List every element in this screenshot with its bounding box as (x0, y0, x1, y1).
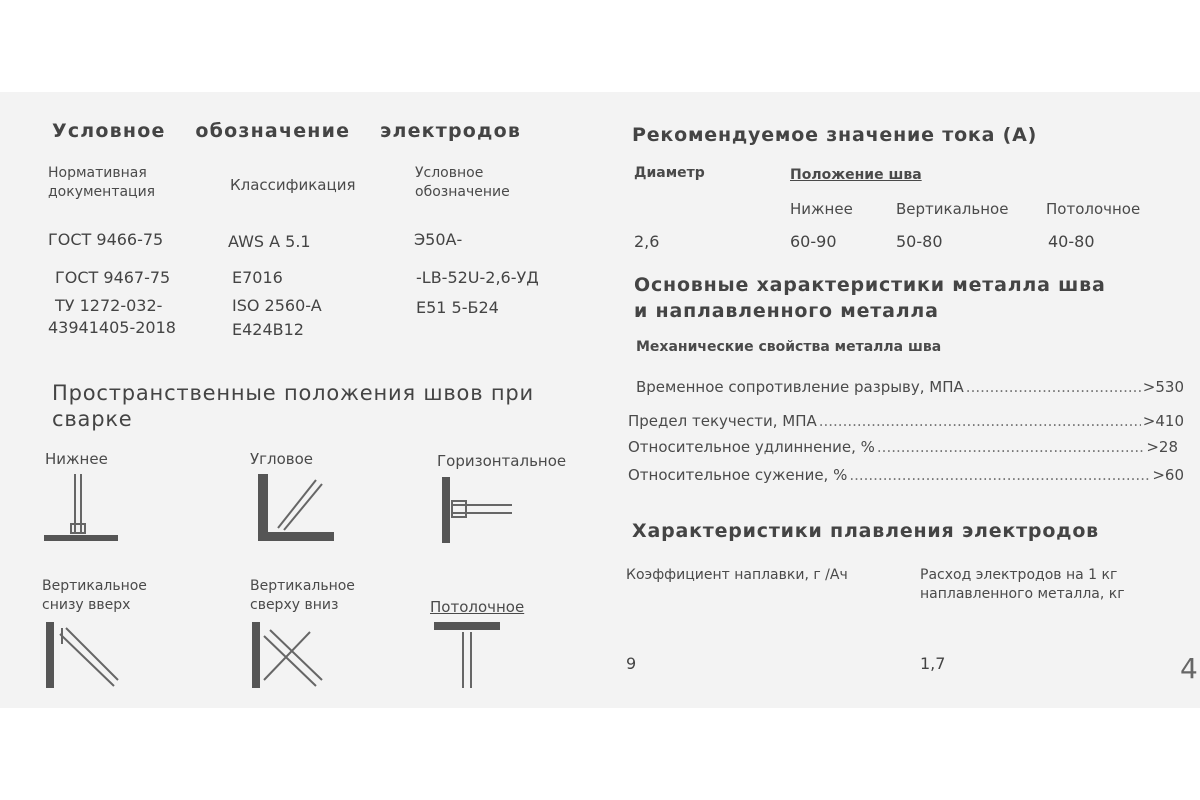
normative-doc-header: Нормативная документация (48, 165, 156, 200)
classification-header: Классификация (230, 176, 356, 194)
position-label-horizontal: Горизонтальное (437, 452, 567, 470)
classification-3: ISO 2560-A (232, 296, 322, 315)
electrode-consumption-label: Расход электродов на 1 кг наплавленного металла, кг (920, 567, 1125, 602)
current-overhead-value: 40-80 (1048, 232, 1095, 251)
designation-header: Условное обозначение (415, 165, 510, 200)
property-row (628, 466, 1184, 484)
horizontal-position-icon (440, 475, 520, 547)
normative-doc-3: ТУ 1272-032- (55, 296, 163, 315)
position-label-corner: Угловое (250, 450, 314, 468)
seam-position-label: Положение шва (790, 167, 922, 183)
diameter-value: 2,6 (634, 232, 660, 251)
vertical-up-icon (44, 620, 124, 692)
electrode-consumption-value: 1,7 (920, 654, 946, 673)
overhead-position-icon (432, 620, 512, 692)
current-col-vertical: Вертикальное (896, 200, 1009, 218)
leader-dots (877, 438, 1144, 456)
property-label: Относительное сужение, % (628, 466, 848, 484)
properties-subtitle: Механические свойства металла шва (636, 339, 942, 355)
normative-doc-2: ГОСТ 9467-75 (55, 268, 171, 287)
current-col-overhead: Потолочное (1046, 200, 1141, 218)
position-label-flat: Нижнее (45, 450, 108, 468)
current-col-flat: Нижнее (790, 200, 853, 218)
current-vertical-value: 50-80 (896, 232, 943, 251)
position-label-vertical-down: Вертикальное сверху вниз (250, 578, 355, 613)
position-label-overhead: Потолочное (430, 598, 525, 616)
current-title: Рекомендуемое значение тока (А) (632, 124, 1038, 146)
normative-doc-1: ГОСТ 9466-75 (48, 230, 164, 249)
leader-dots (966, 378, 1141, 396)
leader-dots (819, 412, 1141, 430)
classification-4: E424B12 (232, 320, 304, 339)
vertical-down-icon (250, 620, 330, 692)
designation-line-2: -LB-52U-2,6-УД (416, 268, 539, 287)
property-label: Временное сопротивление разрыву, МПА (636, 378, 964, 396)
property-label: Предел текучести, МПА (628, 412, 817, 430)
leader-dots (849, 466, 1150, 484)
diameter-label: Диаметр (634, 165, 705, 181)
current-flat-value: 60-90 (790, 232, 837, 251)
properties-title-line-2: и наплавленного металла (634, 300, 939, 322)
deposition-coef-value: 9 (626, 654, 637, 673)
page-number: 4 (1180, 652, 1198, 685)
property-row (636, 378, 1184, 396)
property-value: >60 (1152, 466, 1184, 484)
property-row (628, 412, 1184, 430)
flat-position-icon (44, 472, 124, 544)
property-label: Относительное удлиннение, % (628, 438, 875, 456)
position-label-vertical-up: Вертикальное снизу вверх (42, 578, 147, 613)
deposition-coef-label: Коэффициент наплавки, г /Ач (626, 567, 848, 583)
property-value: >530 (1142, 378, 1184, 396)
property-row (628, 438, 1178, 456)
designation-line-1: Э50А- (414, 230, 463, 249)
classification-1: AWS A 5.1 (228, 232, 311, 251)
property-value: >410 (1142, 412, 1184, 430)
classification-2: E7016 (232, 268, 283, 287)
property-value: >28 (1146, 438, 1178, 456)
properties-title-line-1: Основные характеристики металла шва (634, 274, 1106, 296)
corner-position-icon (256, 472, 336, 544)
designation-line-3: E51 5-Б24 (416, 298, 499, 317)
normative-doc-4: 43941405-2018 (48, 318, 176, 337)
positions-title: Пространственные положения швов при сварке (52, 381, 534, 431)
designation-title: Условное обозначение электродов (52, 120, 522, 142)
melting-title: Характеристики плавления электродов (632, 520, 1100, 542)
